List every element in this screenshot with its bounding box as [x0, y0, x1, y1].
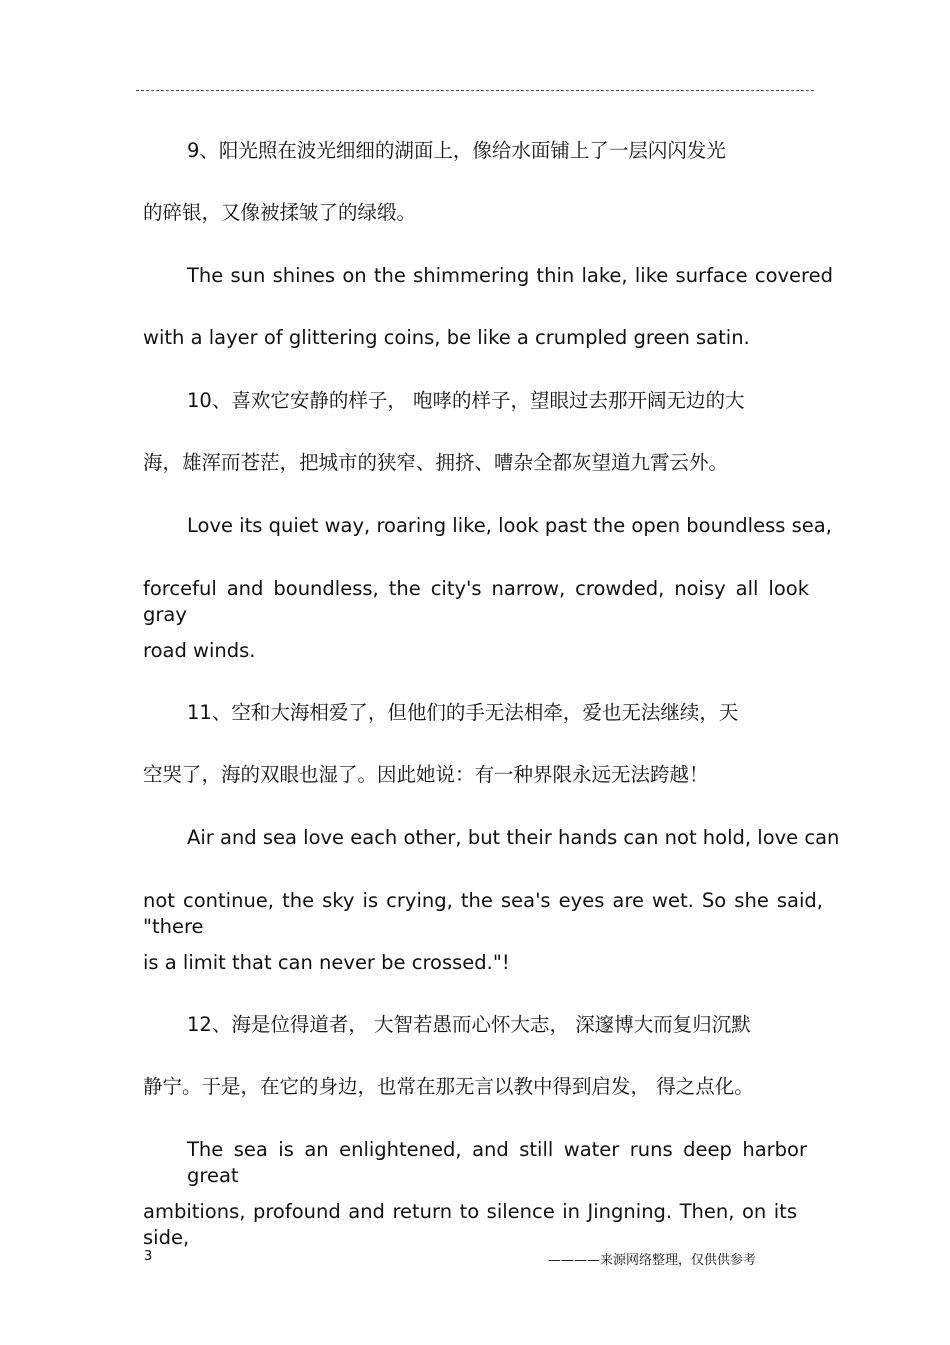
p12-cn-line-1: 12、海是位得道者， 大智若愚而心怀大志， 深邃博大而复归沉默	[187, 1013, 751, 1036]
p9-cn-line-1: 9、阳光照在波光细细的湖面上，像给水面铺上了一层闪闪发光	[187, 139, 726, 162]
p12-cn-line-2: 静宁。于是，在它的身边，也常在那无言以教中得到启发， 得之点化。	[143, 1075, 754, 1098]
p9-cn-line-2: 的碎银，又像被揉皱了的绿缎。	[143, 201, 417, 224]
p10-en-line-3: road winds.	[143, 639, 256, 662]
p11-en-line-2: not continue, the sky is crying, the sea's eyes are wet. So she said, "there	[143, 889, 823, 938]
p11-cn-line-2: 空哭了，海的双眼也湿了。因此她说：有一种界限永远无法跨越！	[143, 763, 709, 786]
p11-en-line-3: is a limit that can never be crossed."!	[143, 951, 510, 974]
p11-cn-line-1: 11、空和大海相爱了，但他们的手无法相牵，爱也无法继续，天	[187, 701, 739, 724]
p10-en-line-2: forceful and boundless, the city's narrow, crowded, noisy all look gray	[143, 577, 809, 626]
page-number: 3	[144, 1249, 153, 1264]
p10-cn-line-2: 海，雄浑而苍茫，把城市的狭窄、拥挤、嘈杂全都灰望道九霄云外。	[143, 451, 729, 474]
p10-en-line-1: Love its quiet way, roaring like, look past the open boundless sea,	[187, 514, 832, 537]
p12-en-line-1: The sea is an enlightened, and still water runs deep harbor great	[187, 1138, 807, 1187]
p12-en-line-2: ambitions, profound and return to silence in Jingning. Then, on its side,	[143, 1200, 797, 1249]
header-divider	[136, 90, 814, 91]
p9-en-line-2: with a layer of glittering coins, be like a crumpled green satin.	[143, 326, 750, 349]
p10-cn-line-1: 10、喜欢它安静的样子， 咆哮的样子，望眼过去那开阔无边的大	[187, 389, 745, 412]
p11-en-line-1: Air and sea love each other, but their hands can not hold, love can	[187, 826, 840, 849]
p9-en-line-1: The sun shines on the shimmering thin lake, like surface covered	[187, 264, 833, 287]
footer-note: ————来源网络整理，仅供供参考	[548, 1253, 757, 1268]
